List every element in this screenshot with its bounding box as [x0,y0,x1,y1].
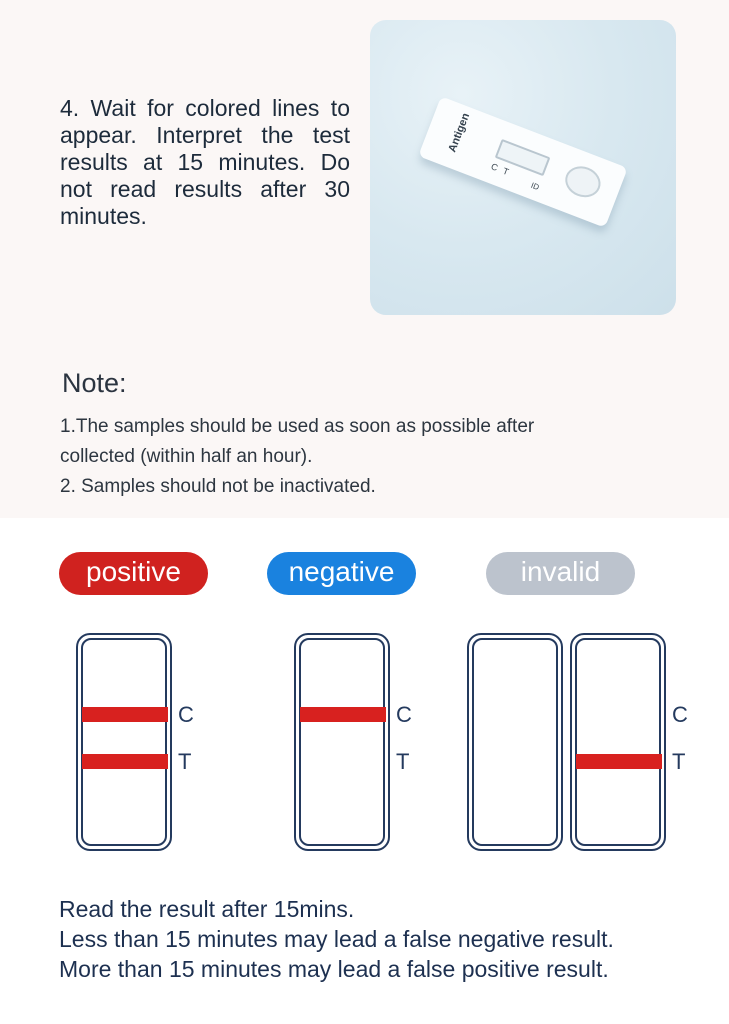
control-line [300,707,386,722]
positive-t-label: T [178,749,192,774]
note-line-2: collected (within half an hour). [60,446,313,467]
note-line-1: 1.The samples should be used as soon as possible after [60,416,535,437]
footer-line-2: Less than 15 minutes may lead a false negative result. [59,926,614,952]
test-cassette-photo [370,20,676,315]
note-line-3: 2. Samples should not be inactivated. [60,476,376,497]
cassette-id-label: ID [529,180,541,193]
positive-strip [76,633,172,851]
invalid-badge: invalid [486,552,635,595]
step-4-text: 4. Wait for colored lines to appear. Interpret the test results at 15 minutes. Do not read results after 30 minutes. [60,95,350,229]
negative-badge: negative [267,552,416,595]
invalid-strip-test-only [570,633,666,851]
invalid-t-label: T [672,749,686,774]
antigen-cassette [418,96,628,227]
negative-c-label: C [396,702,412,727]
sample-well [561,161,605,202]
strip-inner-border [472,638,558,846]
cassette-brand: Antigen [446,111,473,155]
control-line [82,707,168,722]
strip-inner-border [575,638,661,846]
strip-inner-border [299,638,385,846]
note-title: Note: [62,368,127,398]
invalid-strip-blank [467,633,563,851]
footer-line-1: Read the result after 15mins. [59,896,355,922]
cassette-ct-label: CT [489,161,516,180]
negative-strip [294,633,390,851]
footer-line-3: More than 15 minutes may lead a false positive result. [59,956,609,982]
strip-inner-border [81,638,167,846]
negative-t-label: T [396,749,410,774]
positive-badge: positive [59,552,208,595]
test-line [82,754,168,769]
positive-c-label: C [178,702,194,727]
test-line [576,754,662,769]
invalid-c-label: C [672,702,688,727]
